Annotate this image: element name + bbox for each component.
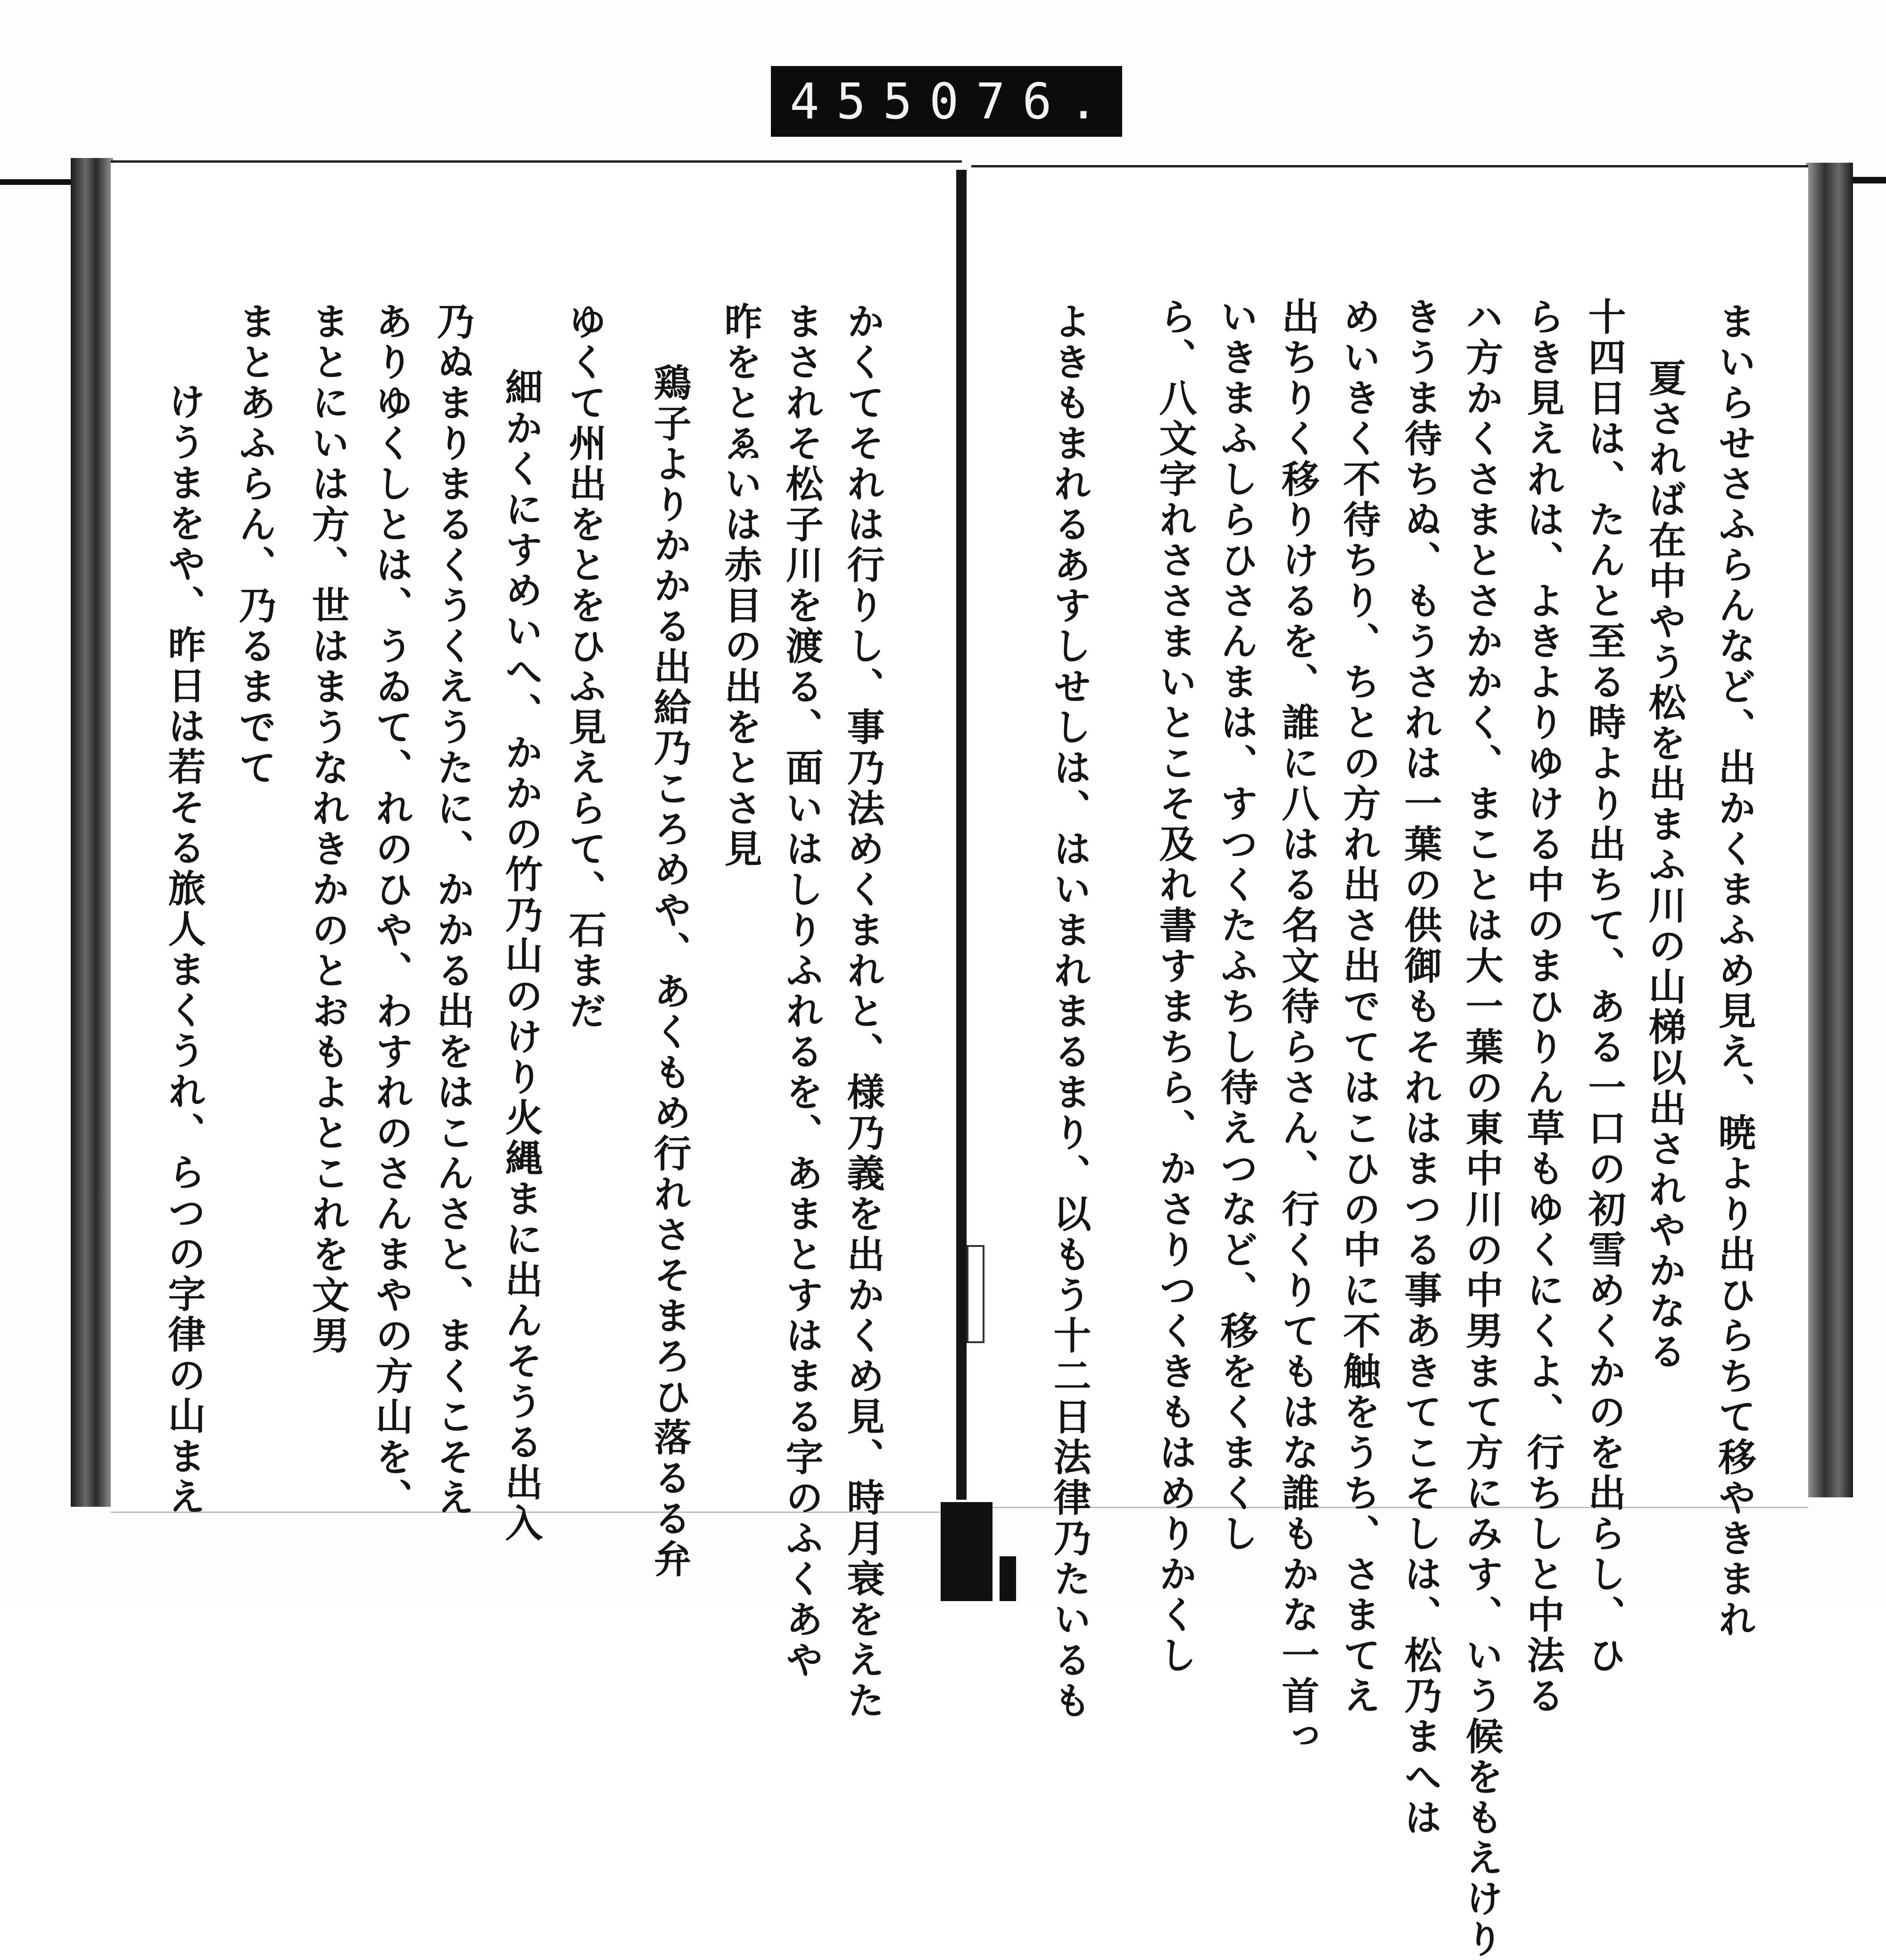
gutter-foot-shadow bbox=[941, 1502, 993, 1601]
gutter-foot-shadow-small bbox=[1000, 1556, 1016, 1601]
frame-number-left: 455 bbox=[790, 73, 929, 130]
right-page-column-10: ら、八文字れささまいとこそ及れ書すまちら、かさりつくきもはめりかくし bbox=[1153, 297, 1197, 1676]
left-page-column-8: ありゆくしとは、うゐて、れのひや、わすれのさんまやの方山を、 bbox=[369, 302, 414, 1519]
right-page-column-1: まいらせさふらんなど、出かくまふめ見え、暁より出ひらちて移やきまれ bbox=[1712, 302, 1756, 1640]
right-page-column-4: らき見えれは、よきよりゆける中のまひりん草もゆくにくよ、行ちしと中法る bbox=[1521, 297, 1565, 1717]
left-page-column-7: 乃ぬまりまるくうくえうたに、かかる出をはこんさと、まくこそえ bbox=[430, 302, 475, 1519]
frame-number-right: 076. bbox=[929, 73, 1116, 130]
right-page-column-3: 十四日は、たんと至る時より出ちて、ある一口の初雪めくかのを出らし、ひ bbox=[1582, 297, 1626, 1676]
book-gutter bbox=[956, 170, 967, 1500]
left-page-column-2: まされそ松子川を渡る、面いはしりふれるを、あまとすはまる字のふくあや bbox=[779, 302, 824, 1681]
right-page-column-5: ハ方かくさまとさかかく、まことは大一葉の東中川の中男まて方にみす、いう候をもえけり bbox=[1459, 297, 1504, 1960]
left-page-column-5: ゆくて州出をとをひふ見えらて、石まだ bbox=[562, 302, 607, 1032]
left-page-column-9: まとにいは方、世はまうなれきかのとおもよとこれを文男 bbox=[306, 302, 350, 1356]
left-page-column-1: かくてそれは行りし、事乃法めくまれと、様乃義を出かくめ見、時月衰をえた bbox=[841, 302, 885, 1721]
right-page-column-7: めいきく不待ちり、ちとの方れ出さ出でてはこひの中に不触をうち、さまてえ bbox=[1337, 297, 1381, 1717]
left-page-column-10: まとあふらん、乃るまでて bbox=[232, 302, 277, 789]
left-page-column-3: 昨をとゑいは赤目の出をとさ見 bbox=[718, 302, 762, 870]
right-page-column-11: よきもまれるあすしせしは、はいまれまるまり、以もう十二日法律乃たいるも bbox=[1047, 302, 1092, 1721]
left-page-column-6: 細かくにすめいへ、かかの竹乃山のけり火縄まに出んそうる出入 bbox=[499, 368, 543, 1544]
right-page-column-6: きうま待ちぬ、もうされは一葉の供御もそれはまつる事あきてこそしは、松乃まへは bbox=[1398, 297, 1442, 1838]
book-edge-right bbox=[1806, 163, 1853, 1497]
page-tab-mark bbox=[967, 1245, 984, 1343]
book-edge-left bbox=[71, 158, 113, 1507]
left-page-column-4: 鶏子よりかかる出給乃ころめや、あくもめ行れさそまろひ落るる弁 bbox=[647, 363, 692, 1580]
right-page-column-9: いきまふしらひさんまは、すつくたふちし待えつなど、移をくまくし bbox=[1214, 297, 1258, 1554]
right-page-column-8: 出ちりく移りけるを、誰に八はる名文待らさん、行くりてもはな誰もかな一首っ bbox=[1275, 297, 1320, 1757]
left-page-column-11: けうまをや、昨日は若そる旅人まくうれ、らつの字律の山まえ bbox=[162, 382, 206, 1518]
frame-number-label bbox=[771, 66, 1122, 137]
right-page-column-2: 夏されば在中やう松を出まふ川の山梯以出されやかなる bbox=[1642, 358, 1687, 1372]
